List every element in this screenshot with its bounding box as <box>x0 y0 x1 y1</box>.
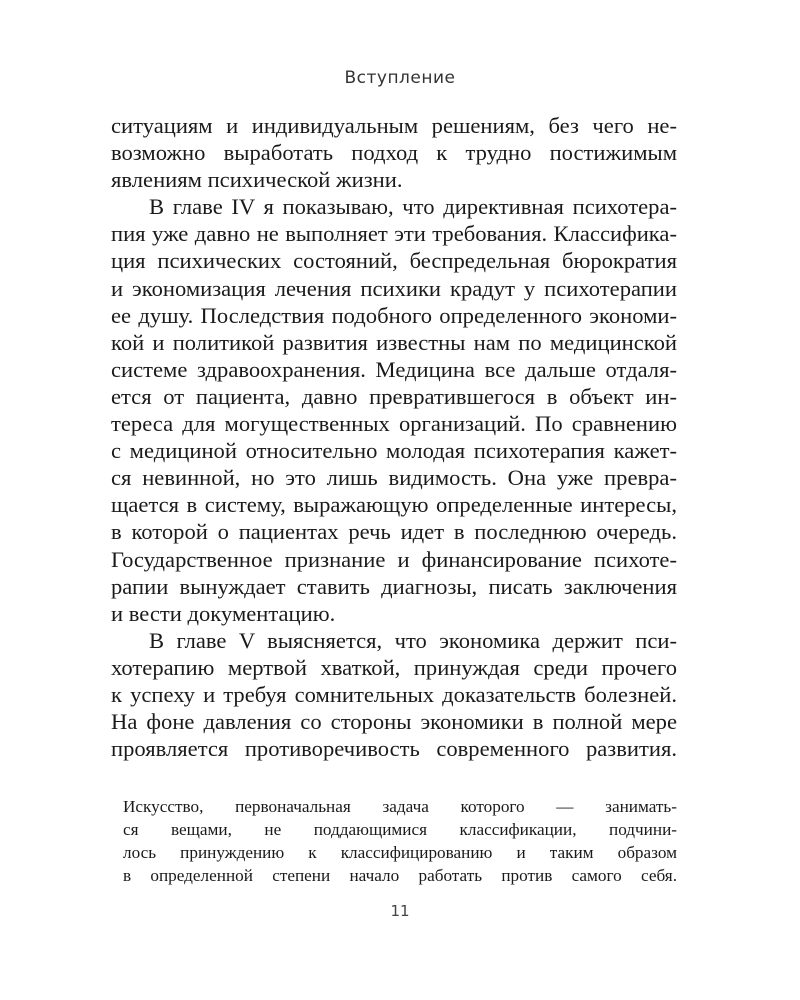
quote-line: лось принуждению к классифицированию и таким образом <box>123 843 677 862</box>
text-line: тереса для могущественных организаций. По сравнению <box>111 411 677 437</box>
text-line: и экономизация лечения психики крадут у психотерапии <box>111 275 677 301</box>
page-number: 11 <box>390 902 410 920</box>
text-line: рапии вынуждает ставить диагнозы, писать заключения <box>111 573 677 599</box>
body-text <box>111 112 677 762</box>
text-line: кой и политикой развития известны нам по медицинской <box>111 329 677 355</box>
text-line: щается в систему, выражающую определенные интересы, <box>111 492 677 518</box>
epigraph-quote <box>123 795 677 887</box>
quote-line: Искусство, первоначальная задача которого — занимать- <box>123 797 677 816</box>
text-line: системе здравоохранения. Медицина все дальше отдаля- <box>111 356 677 382</box>
running-head: Вступление <box>344 68 456 88</box>
text-line: В главе V выясняется, что экономика держит пси- <box>149 627 677 653</box>
text-line: ее душу. Последствия подобного определенного экономи- <box>111 302 677 328</box>
text-line: проявляется противоречивость современного развития. <box>111 736 677 762</box>
text-line: явлениям психической жизни. <box>111 167 403 193</box>
text-line: В главе IV я показываю, что директивная психотера- <box>149 194 677 220</box>
text-line: На фоне давления со стороны экономики в полной мере <box>111 709 677 735</box>
paragraph-2 <box>111 193 677 627</box>
paragraph-3 <box>111 627 677 762</box>
paragraph-1 <box>111 112 677 193</box>
text-line: ция психических состояний, беспредельная бюрократия <box>111 248 677 274</box>
quote-line: ся вещами, не поддающимися классификации, подчини- <box>123 820 677 839</box>
text-line: ется от пациента, давно превратившегося в объект ин- <box>111 383 677 409</box>
text-line: возможно выработать подход к трудно постижимым <box>111 140 677 166</box>
text-line: Государственное признание и финансирование психоте- <box>111 546 677 572</box>
text-line: ситуациям и индивидуальным решениям, без чего не- <box>111 113 677 138</box>
text-line: с медициной относительно молодая психотерапия кажет- <box>111 438 677 464</box>
text-line: ся невинной, но это лишь видимость. Она уже превра- <box>111 465 677 491</box>
text-line: и вести документацию. <box>111 600 336 626</box>
text-line: хотерапию мертвой хваткой, принуждая среди прочего <box>111 654 677 680</box>
quote-line: в определенной степени начало работать против самого себя. <box>123 866 677 885</box>
text-line: в которой о пациентах речь идет в последнюю очередь. <box>111 519 677 545</box>
text-line: пия уже давно не выполняет эти требования. Классифика- <box>111 221 677 247</box>
text-line: к успеху и требуя сомнительных доказательств болезней. <box>111 681 677 707</box>
